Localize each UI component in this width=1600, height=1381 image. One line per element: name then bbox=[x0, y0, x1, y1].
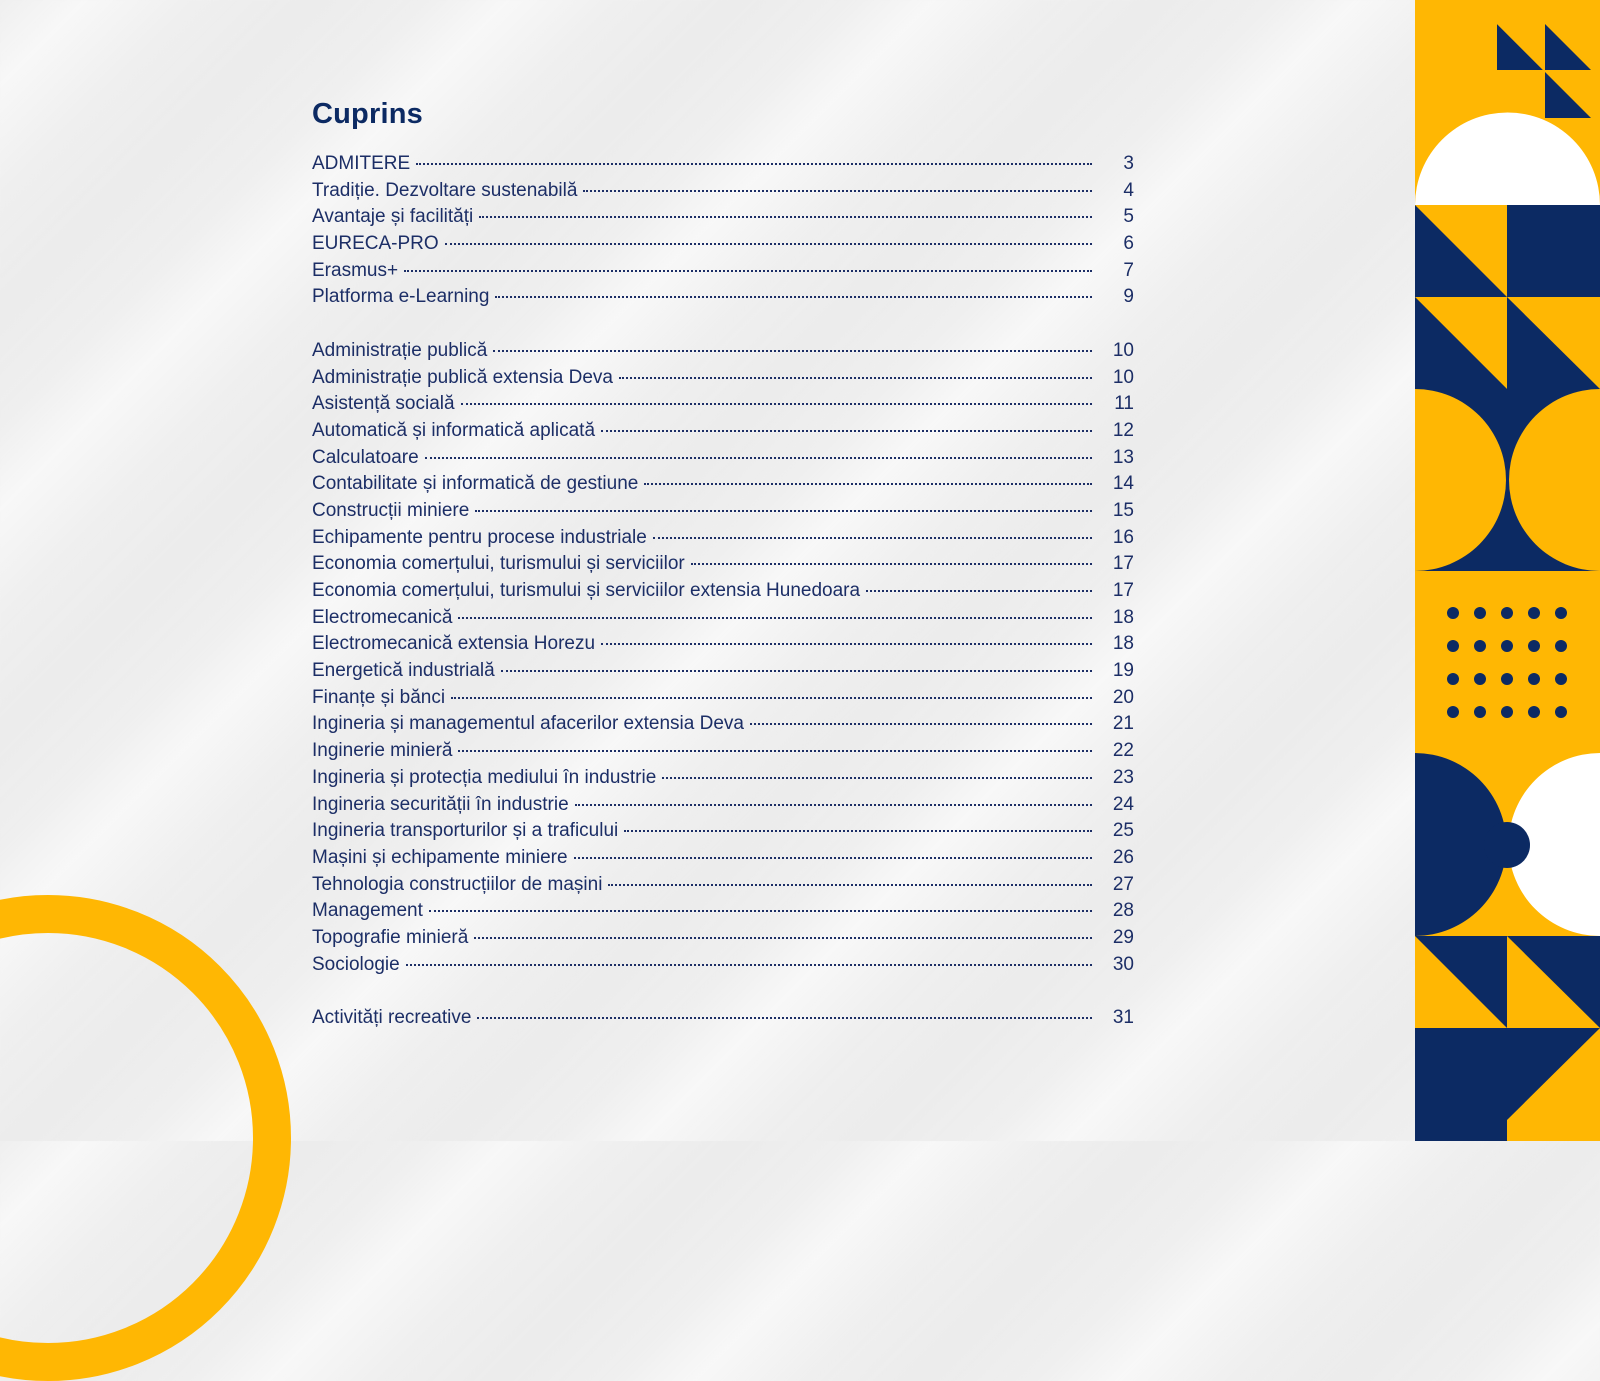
toc-entry-label: Erasmus+ bbox=[312, 259, 399, 281]
toc-entry-page-number: 6 bbox=[1123, 233, 1134, 255]
dot-leader bbox=[750, 723, 1092, 725]
toc-entry-label: Activități recreative bbox=[312, 1007, 472, 1028]
toc-entry[interactable] bbox=[312, 233, 1134, 260]
dot-leader bbox=[653, 537, 1092, 539]
dot-leader bbox=[644, 483, 1092, 485]
dot-leader bbox=[429, 910, 1092, 912]
toc-entry-label: Tehnologia construcțiilor de mașini bbox=[312, 873, 603, 895]
toc-entry[interactable] bbox=[312, 206, 1134, 233]
dot-leader bbox=[479, 216, 1092, 218]
toc-entry[interactable] bbox=[312, 874, 1134, 901]
geometric-pattern-svg bbox=[1415, 0, 1600, 1141]
toc-entry-label: Inginerie minieră bbox=[312, 740, 453, 762]
dot-leader bbox=[425, 457, 1092, 459]
toc-entry[interactable] bbox=[312, 420, 1134, 447]
toc-entry[interactable] bbox=[312, 767, 1134, 794]
toc-entry[interactable] bbox=[312, 367, 1134, 394]
pattern-block-4 bbox=[1415, 571, 1600, 753]
dot-leader bbox=[451, 697, 1092, 699]
toc-entry[interactable] bbox=[312, 927, 1134, 954]
toc-entry-page-number: 28 bbox=[1112, 900, 1134, 922]
toc-entry-label: Contabilitate și informatică de gestiune bbox=[312, 473, 639, 495]
dot-leader bbox=[461, 403, 1092, 405]
toc-entry-label: Ingineria securității în industrie bbox=[312, 793, 569, 815]
toc-entry-page-number: 30 bbox=[1112, 953, 1134, 975]
toc-entry-label: Sociologie bbox=[312, 953, 400, 975]
toc-entry-page-number: 16 bbox=[1112, 526, 1134, 548]
toc-entry-page-number: 12 bbox=[1112, 419, 1134, 441]
toc-group bbox=[312, 1007, 1134, 1034]
table-of-contents bbox=[312, 98, 1134, 1060]
dot-leader bbox=[691, 563, 1092, 565]
toc-entry-page-number: 22 bbox=[1112, 740, 1134, 762]
toc-entry-label: Ingineria și protecția mediului în industrie bbox=[312, 766, 657, 788]
dot-leader bbox=[866, 590, 1092, 592]
toc-entry-page-number: 17 bbox=[1112, 580, 1134, 601]
toc-entry-page-number: 31 bbox=[1112, 1007, 1134, 1028]
toc-entry-label: Topografie minieră bbox=[312, 926, 469, 948]
dot-leader bbox=[477, 1017, 1092, 1019]
dot-leader bbox=[404, 270, 1092, 272]
toc-entry[interactable] bbox=[312, 260, 1134, 287]
toc-entry-label: Ingineria transporturilor și a traficului bbox=[312, 820, 619, 842]
dot-leader bbox=[406, 964, 1092, 966]
toc-entry-label: Automatică și informatică aplicată bbox=[312, 419, 596, 441]
toc-entry-label: Mașini și echipamente miniere bbox=[312, 846, 568, 868]
toc-entry-label: Electromecanică bbox=[312, 606, 453, 628]
dot-leader bbox=[458, 617, 1092, 619]
toc-entry[interactable] bbox=[312, 553, 1134, 580]
toc-entry-label: Energetică industrială bbox=[312, 660, 495, 682]
toc-entry-page-number: 3 bbox=[1123, 153, 1134, 174]
toc-entry-label: Finanțe și bănci bbox=[312, 686, 446, 708]
toc-entry[interactable] bbox=[312, 286, 1134, 313]
toc-entry[interactable] bbox=[312, 180, 1134, 207]
toc-entry-page-number: 27 bbox=[1112, 873, 1134, 895]
toc-entry-page-number: 9 bbox=[1123, 286, 1134, 308]
toc-entry[interactable] bbox=[312, 527, 1134, 554]
toc-entry[interactable] bbox=[312, 1007, 1134, 1034]
toc-entry-label: Administrație publică bbox=[312, 339, 488, 361]
toc-entry[interactable] bbox=[312, 500, 1134, 527]
toc-entry[interactable] bbox=[312, 340, 1134, 367]
dot-leader bbox=[493, 350, 1092, 352]
dot-leader bbox=[608, 884, 1092, 886]
toc-entry[interactable] bbox=[312, 820, 1134, 847]
toc-entry[interactable] bbox=[312, 447, 1134, 474]
dot-leader bbox=[495, 296, 1092, 298]
toc-entry-page-number: 4 bbox=[1123, 179, 1134, 201]
dot-leader bbox=[662, 777, 1092, 779]
toc-entry-page-number: 5 bbox=[1123, 206, 1134, 228]
toc-entry-page-number: 23 bbox=[1112, 766, 1134, 788]
dot-leader bbox=[574, 857, 1092, 859]
toc-entry-label: Economia comerțului, turismului și serviciilor bbox=[312, 553, 685, 575]
geometric-pattern-strip bbox=[1415, 0, 1600, 1141]
dot-leader bbox=[501, 670, 1092, 672]
toc-entry[interactable] bbox=[312, 607, 1134, 634]
toc-entry-label: Construcții miniere bbox=[312, 499, 470, 521]
dot-leader bbox=[601, 643, 1092, 645]
toc-entry-label: Tradiție. Dezvoltare sustenabilă bbox=[312, 179, 578, 201]
toc-entry-page-number: 11 bbox=[1114, 393, 1134, 415]
toc-entry-page-number: 15 bbox=[1112, 499, 1134, 521]
toc-entry-page-number: 21 bbox=[1112, 713, 1134, 735]
toc-entry[interactable] bbox=[312, 847, 1134, 874]
toc-entry-page-number: 19 bbox=[1112, 660, 1134, 682]
toc-entry-label: Electromecanică extensia Horezu bbox=[312, 633, 596, 655]
toc-entry[interactable] bbox=[312, 687, 1134, 714]
toc-entry[interactable] bbox=[312, 954, 1134, 981]
toc-groups bbox=[312, 153, 1134, 1034]
toc-entry-label: Asistență socială bbox=[312, 393, 455, 415]
toc-group bbox=[312, 340, 1134, 981]
page-title: Cuprins bbox=[312, 98, 423, 130]
toc-entry-label: Avantaje și facilități bbox=[312, 206, 474, 228]
toc-entry-page-number: 24 bbox=[1112, 793, 1134, 815]
dot-leader bbox=[601, 430, 1092, 432]
toc-group bbox=[312, 153, 1134, 313]
toc-entry-label: Calculatoare bbox=[312, 446, 419, 468]
toc-entry-label: Ingineria și managementul afacerilor extensia Deva bbox=[312, 713, 744, 735]
toc-entry-page-number: 29 bbox=[1112, 926, 1134, 948]
toc-entry-page-number: 20 bbox=[1112, 686, 1134, 708]
toc-entry-page-number: 25 bbox=[1112, 820, 1134, 842]
circle-shape bbox=[1484, 822, 1530, 868]
dot-leader bbox=[445, 243, 1092, 245]
toc-entry[interactable] bbox=[312, 660, 1134, 687]
toc-entry-page-number: 13 bbox=[1112, 446, 1134, 468]
toc-entry[interactable] bbox=[312, 633, 1134, 660]
toc-entry[interactable] bbox=[312, 900, 1134, 927]
toc-entry-page-number: 17 bbox=[1112, 553, 1134, 575]
dot-leader bbox=[416, 163, 1092, 165]
toc-entry-page-number: 26 bbox=[1112, 846, 1134, 868]
yellow-ring-decoration bbox=[0, 895, 291, 1381]
dot-leader bbox=[458, 750, 1092, 752]
toc-entry[interactable] bbox=[312, 580, 1134, 607]
dot-leader bbox=[619, 377, 1092, 379]
dot-leader bbox=[474, 937, 1092, 939]
dot-leader bbox=[624, 830, 1092, 832]
toc-entry-page-number: 10 bbox=[1112, 339, 1134, 361]
toc-entry-page-number: 18 bbox=[1112, 606, 1134, 628]
toc-entry[interactable] bbox=[312, 393, 1134, 420]
toc-entry-page-number: 7 bbox=[1123, 259, 1134, 281]
toc-entry-label: EURECA-PRO bbox=[312, 233, 439, 255]
toc-entry[interactable] bbox=[312, 713, 1134, 740]
dot-leader bbox=[583, 190, 1092, 192]
toc-entry-label: ADMITERE bbox=[312, 153, 411, 174]
toc-entry-label: Administrație publică extensia Deva bbox=[312, 366, 613, 388]
toc-entry[interactable] bbox=[312, 473, 1134, 500]
toc-entry-label: Platforma e-Learning bbox=[312, 286, 490, 308]
toc-entry[interactable] bbox=[312, 153, 1134, 180]
toc-entry-label: Management bbox=[312, 900, 423, 922]
toc-entry-page-number: 14 bbox=[1112, 473, 1134, 495]
toc-entry-page-number: 10 bbox=[1112, 366, 1134, 388]
toc-entry[interactable] bbox=[312, 794, 1134, 821]
dot-leader bbox=[575, 804, 1092, 806]
toc-entry-page-number: 18 bbox=[1112, 633, 1134, 655]
dot-leader bbox=[475, 510, 1092, 512]
toc-entry[interactable] bbox=[312, 740, 1134, 767]
toc-entry-label: Echipamente pentru procese industriale bbox=[312, 526, 647, 548]
toc-entry-label: Economia comerțului, turismului și serviciilor extensia Hunedoara bbox=[312, 580, 861, 601]
